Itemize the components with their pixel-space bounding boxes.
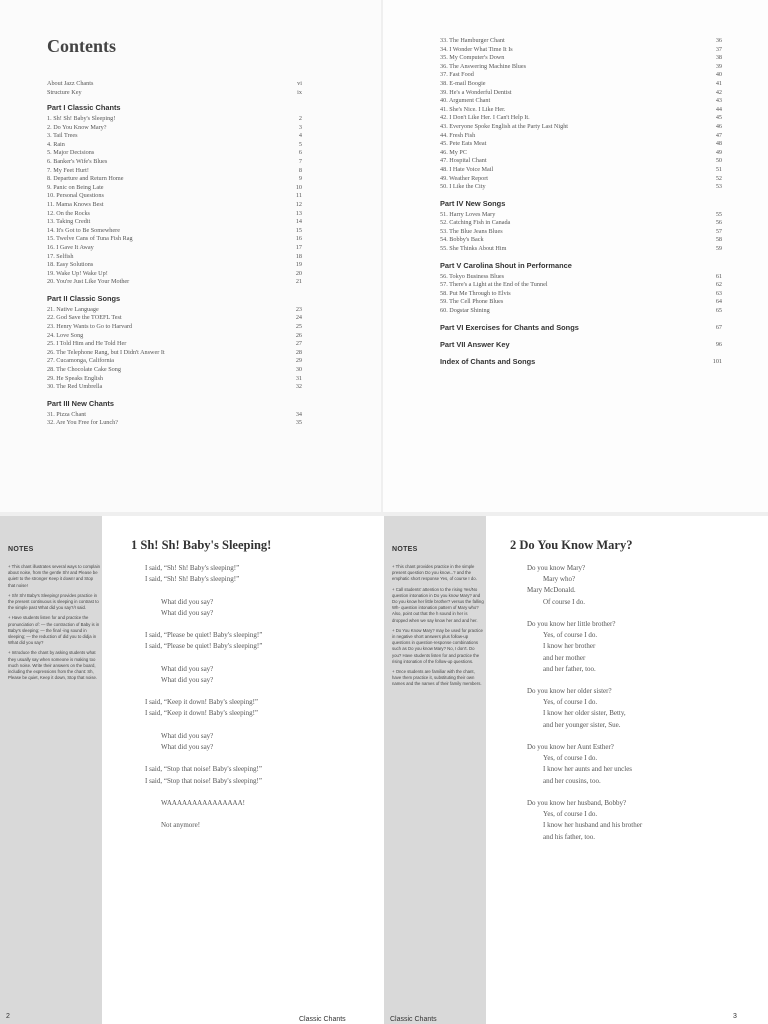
chant-line: Mary McDonald.: [527, 586, 576, 595]
stanza-break: [145, 809, 262, 820]
toc-entry: [47, 340, 302, 349]
toc-entry-page: 34: [295, 410, 302, 418]
toc-entry: [440, 228, 722, 237]
toc-entry-title: Structure Key: [47, 88, 82, 96]
toc-entry-title: 19. Wake Up! Wake Up!: [47, 269, 108, 277]
chant-line: What did you say?: [161, 675, 214, 684]
toc-entry-page: 27: [295, 340, 302, 348]
chant-line: I know her brother: [543, 642, 596, 651]
toc-entry: [47, 349, 302, 358]
toc-entry-title: 48. I Hate Voice Mail: [440, 165, 494, 173]
toc-entry-page: 51: [715, 165, 722, 173]
toc-entry-page: 23: [295, 305, 302, 313]
toc-entry-title: 16. I Gave It Away: [47, 243, 94, 251]
stanza-break: [145, 686, 262, 697]
toc-entry: [47, 261, 302, 270]
toc-entry: [440, 71, 722, 80]
toc-entry: [47, 323, 302, 332]
stanza-break: [145, 753, 262, 764]
toc-entry-page: 56: [715, 219, 722, 227]
running-footer: Classic Chants: [299, 1016, 346, 1023]
toc-entry-title: 6. Banker's Wife's Blues: [47, 157, 108, 165]
toc-entry: [47, 235, 302, 244]
toc-entry-title: 7. My Feet Hurt!: [47, 166, 89, 174]
stanza-break: [527, 675, 642, 686]
toc-entry: [47, 132, 302, 141]
toc-entry-title: 14. It's Got to Be Somewhere: [47, 226, 120, 234]
toc-entry-page: 11: [296, 192, 302, 200]
toc-entry: [440, 149, 722, 158]
chant-line: What did you say?: [161, 743, 214, 751]
toc-entry: [47, 192, 302, 201]
toc-entry-title: 11. Mama Knows Best: [47, 200, 104, 208]
toc-entry-title: 4. Rain: [47, 140, 65, 148]
chant-line: and her younger sister, Sue.: [543, 720, 621, 729]
toc-part-title: Part I Classic Chants: [47, 103, 121, 112]
chant-text: [145, 563, 262, 832]
chant-line: Do you know her Aunt Esther?: [527, 743, 614, 751]
chant-line: What did you say?: [161, 664, 214, 673]
notes-body: [8, 564, 100, 685]
toc-entry: [440, 63, 722, 72]
toc-entry: [440, 245, 722, 254]
note-paragraph: + This chant illustrates several ways to complain about noise, from the gentle Sh! and Please be quiet! to the stronger Keep it down! and Stop that noise!: [8, 564, 100, 588]
toc-entry-title: 45. Pete Eats Meat: [440, 140, 487, 148]
toc-entry: [47, 115, 302, 124]
toc-part-page: 96: [715, 340, 722, 348]
toc-entry-title: 36. The Answering Machine Blues: [440, 62, 526, 70]
toc-part-heading: [47, 399, 302, 408]
notes-title: NOTES: [8, 546, 34, 553]
chant-line: Do you know her husband, Bobby?: [527, 798, 627, 807]
toc-entry-title: 20. You're Just Like Your Mother: [47, 278, 130, 286]
toc-entry-title: 42. I Don't Like Her. I Can't Help It.: [440, 114, 530, 122]
note-paragraph: + Call students' attention to the rising Yes/No question intonation in Do you know Mary? and Do you know her little brother? versus the falling Wh- question intonation pattern of Mary who? Also, point out that the h sound in her is dropped when we say know her and and her.: [392, 586, 484, 623]
toc-entry: [440, 106, 722, 115]
chant-line: Yes, of course I do.: [543, 754, 598, 763]
toc-entry-title: 39. He's a Wonderful Dentist: [440, 88, 512, 96]
toc-entry-title: 12. On the Rocks: [47, 209, 90, 217]
toc-entry: [47, 201, 302, 210]
toc-entry-page: 43: [715, 97, 722, 105]
toc-entry-title: 54. Bobby's Back: [440, 236, 484, 244]
toc-entry-page: 8: [298, 166, 302, 174]
contents-page-left: [0, 0, 381, 512]
toc-entry-page: 48: [715, 140, 722, 148]
toc-entry-title: 1. Sh! Sh! Baby's Sleeping!: [47, 115, 116, 122]
chant-line: Yes, of course I do.: [543, 810, 598, 819]
toc-entry-page: 39: [715, 62, 722, 70]
chant-line: I said, “Stop that noise! Baby's sleeping!”: [145, 765, 262, 774]
toc-part-title: Part VI Exercises for Chants and Songs: [440, 322, 579, 332]
toc-entry-page: 37: [715, 45, 722, 53]
toc-entry-title: 25. I Told Him and He Told Her: [47, 340, 127, 348]
toc-entry-title: 60. Dogstar Shining: [440, 307, 490, 315]
toc-entry: [440, 281, 722, 290]
chant-line: and her father, too.: [543, 664, 596, 673]
toc-entry-title: 24. Love Song: [47, 331, 84, 339]
toc-entry-title: 43. Everyone Spoke English at the Party Last Night: [440, 122, 569, 130]
toc-entry: [47, 306, 302, 315]
toc-entry: [47, 149, 302, 158]
note-paragraph: + Have students listen for and practice the pronunciation of: — the contraction of Baby is in Baby's sleeping; — the final -ing sound in sleeping; — the reduction of did you to didja in What did you say?: [8, 615, 100, 646]
toc-entry-page: 59: [715, 245, 722, 253]
toc-part-title: Part IV New Songs: [440, 198, 506, 208]
toc-entry: [440, 219, 722, 228]
note-paragraph: + This chant provides practice in the simple present question Do you know...? and the emphatic short response Yes, of course I do.: [392, 564, 477, 582]
note-paragraph: + Do You Know Mary? may be used for practice in negative short answers plus follow-up questions in question-response combinations such as Do you know Mary? No, I don't. Do you? Have students listen for and practice the rising intonation of the follow-up questions.: [392, 627, 483, 664]
toc-part-heading: [440, 261, 722, 270]
toc-entry-title: 21. Native Language: [47, 305, 99, 313]
stanza-break: [527, 787, 642, 798]
toc-entry: [440, 97, 722, 106]
running-footer: Classic Chants: [390, 1016, 437, 1023]
toc-entry: [440, 273, 722, 282]
toc-entry-page: 15: [295, 226, 302, 234]
page-number: 2: [6, 1013, 10, 1020]
toc-entry-page: 24: [295, 314, 302, 322]
toc-entry-title: 5. Major Decisions: [47, 149, 95, 157]
toc-entry-title: 26. The Telephone Rang, but I Didn't Answer It: [47, 348, 165, 356]
toc-entry-page: 7: [298, 157, 302, 165]
toc-entry-page: 41: [715, 79, 722, 87]
toc-entry-title: 32. Are You Free for Lunch?: [47, 419, 118, 427]
toc-entry-page: 45: [715, 114, 722, 122]
toc-entry-title: 8. Departure and Return Home: [47, 175, 124, 183]
toc-entry-page: 40: [715, 71, 722, 79]
toc-entry: [47, 357, 302, 366]
toc-part-title: Part VII Answer Key: [440, 339, 510, 349]
toc-entry-page: 42: [715, 88, 722, 96]
chapter-title: 2 Do You Know Mary?: [510, 538, 633, 552]
toc-entry-page: ix: [297, 88, 302, 96]
chant-line: and his father, too.: [543, 832, 596, 841]
toc-entry-page: 38: [715, 54, 722, 62]
toc-entry: [440, 157, 722, 166]
toc-entry: [47, 184, 302, 193]
toc-entry-title: 3. Tail Trees: [47, 132, 78, 140]
toc-part-title: Part V Carolina Shout in Performance: [440, 260, 572, 270]
toc-part-heading: [440, 323, 722, 332]
chant-line: Yes, of course I do.: [543, 631, 598, 640]
toc-entry-page: 17: [295, 243, 302, 251]
toc-entry-title: 28. The Chocolate Cake Song: [47, 366, 121, 374]
toc-entry-page: 16: [295, 235, 302, 243]
toc-entry: [440, 114, 722, 123]
contents-title: Contents: [47, 36, 117, 56]
toc-entry-page: vi: [297, 80, 302, 87]
toc-entry-page: 36: [715, 37, 722, 44]
toc-entry-page: 61: [715, 272, 722, 280]
chant-line: Of course I do.: [543, 597, 585, 606]
chant-line: I said, “Please be quiet! Baby's sleeping!”: [145, 631, 263, 640]
stanza-break: [145, 720, 262, 731]
toc-entry-page: 2: [298, 115, 302, 122]
toc-entry: [47, 314, 302, 323]
toc-front-matter: [47, 80, 302, 97]
toc-entry-page: 35: [295, 419, 302, 427]
toc-entry: [47, 411, 302, 420]
toc-entry-title: 29. He Speaks English: [47, 374, 104, 382]
chant-text: [527, 563, 642, 843]
toc-part-title: Index of Chants and Songs: [440, 356, 536, 366]
toc-entry-title: 46. My PC: [440, 148, 467, 156]
toc-entry-title: 33. The Hamburger Chant: [440, 37, 505, 44]
chant-line: I said, “Please be quiet! Baby's sleeping!”: [145, 642, 263, 651]
toc-entry-page: 47: [715, 131, 722, 139]
chant-line: Do you know her older sister?: [527, 687, 612, 696]
toc-part-title: Part II Classic Songs: [47, 293, 121, 303]
toc-entry-page: 52: [715, 174, 722, 182]
toc-entry: [440, 307, 722, 316]
toc-entry-title: 58. Put Me Through to Elvis: [440, 289, 511, 297]
toc-entry-page: 64: [715, 298, 722, 306]
chant-line: and her mother: [543, 653, 586, 662]
toc-parts-left: [47, 103, 302, 428]
toc-part-page: 101: [712, 357, 722, 365]
toc-entry-title: 37. Fast Food: [440, 71, 474, 79]
toc-entry-title: 47. Hospital Chant: [440, 157, 487, 165]
toc-entry-page: 19: [295, 261, 302, 269]
toc-entry-title: 22. God Save the TOEFL Test: [47, 314, 122, 322]
page-number: 3: [733, 1013, 737, 1020]
toc-entry-page: 29: [295, 357, 302, 365]
stanza-break: [145, 653, 262, 664]
note-paragraph: + Once students are familiar with the chant, have them practice it, substituting their own names and the names of their family members.: [392, 669, 482, 687]
toc-entry-title: 10. Personal Questions: [47, 192, 104, 200]
toc-entry-title: 18. Easy Solutions: [47, 261, 94, 269]
toc-entry: [440, 290, 722, 299]
toc-entry-page: 5: [298, 140, 302, 148]
stanza-break: [145, 787, 262, 798]
toc-entry-title: 41. She's Nice. I Like Her.: [440, 105, 506, 113]
stanza-break: [145, 585, 262, 596]
toc-entry-page: 65: [715, 307, 722, 315]
chant-line: Yes, of course I do.: [543, 698, 598, 707]
toc-entry-page: 14: [295, 218, 302, 226]
toc-entry: [47, 80, 302, 89]
toc-entry: [47, 253, 302, 262]
toc-entry: [440, 123, 722, 132]
toc-entry: [47, 375, 302, 384]
toc-entry-page: 20: [295, 269, 302, 277]
toc-entry-title: About Jazz Chants: [47, 80, 94, 87]
toc-entry-page: 3: [298, 123, 302, 131]
toc-entry: [47, 124, 302, 133]
toc-entry-title: 23. Henry Wants to Go to Harvard: [47, 323, 133, 331]
toc-entry: [47, 278, 302, 287]
toc-entry-title: 27. Cucamonga, California: [47, 357, 115, 365]
toc-entry: [47, 218, 302, 227]
toc-part-heading: [440, 340, 722, 349]
chant-line: Mary who?: [543, 575, 576, 584]
toc-entry-page: 4: [298, 132, 302, 140]
toc-entry: [440, 80, 722, 89]
toc-entry: [440, 54, 722, 63]
toc-part-heading: [440, 357, 722, 366]
chant-line: and her cousins, too.: [543, 776, 601, 785]
toc-entry-title: 56. Tokyo Business Blues: [440, 272, 505, 280]
toc-entry-page: 55: [715, 210, 722, 218]
chant-line: What did you say?: [161, 731, 214, 740]
toc-entry-page: 10: [295, 183, 302, 191]
chant-line: What did you say?: [161, 597, 214, 606]
chant-line: Not anymore!: [161, 821, 201, 830]
toc-entry: [440, 37, 722, 46]
chant-line: I said, “Sh! Sh! Baby's sleeping!”: [145, 575, 240, 584]
toc-entry-title: 38. E-mail Boogie: [440, 79, 486, 87]
toc-entry: [440, 211, 722, 220]
toc-entry-title: 30. The Red Umbrella: [47, 383, 103, 391]
toc-part-heading: [440, 199, 722, 208]
toc-entry-title: 2. Do You Know Mary?: [47, 123, 107, 131]
toc-entry-title: 40. Argument Chant: [440, 97, 491, 105]
toc-entry-page: 46: [715, 122, 722, 130]
toc-entry-title: 49. Weather Report: [440, 174, 489, 182]
toc-entry: [47, 175, 302, 184]
toc-entry-title: 34. I Wonder What Time It Is: [440, 45, 513, 53]
toc-entry: [440, 236, 722, 245]
toc-part-heading: [47, 294, 302, 303]
toc-entry: [47, 89, 302, 98]
chant-line: I know her older sister, Betty,: [543, 709, 626, 718]
toc-entry-title: 9. Panic on Being Late: [47, 183, 104, 191]
toc-parts-right: [440, 37, 722, 374]
toc-entry-title: 52. Catching Fish in Canada: [440, 219, 511, 227]
toc-entry-page: 21: [295, 278, 302, 286]
toc-entry: [47, 270, 302, 279]
note-paragraph: + Sh! Sh! Baby's Sleeping! provides practice in the present continuous is sleeping in contrast to the simple past What did you say?/I said.: [8, 592, 99, 611]
chant-line: I know her aunts and her uncles: [543, 765, 633, 774]
toc-entry-page: 6: [298, 149, 302, 157]
toc-entry-page: 26: [295, 331, 302, 339]
notes-title: NOTES: [392, 546, 418, 553]
toc-entry-page: 31: [295, 374, 302, 382]
toc-entry-title: 15. Twelve Cans of Tuna Fish Rag: [47, 235, 133, 243]
toc-part-heading: [47, 103, 302, 112]
stanza-break: [527, 608, 642, 619]
toc-entry-page: 49: [715, 148, 722, 156]
toc-entry: [47, 210, 302, 219]
chant-page-2: [0, 516, 384, 1024]
toc-entry: [47, 383, 302, 392]
chant-line: I said, “Keep it down! Baby's sleeping!”: [145, 698, 259, 707]
toc-part-page: 67: [715, 323, 722, 331]
note-paragraph: + Introduce the chant by asking students what they usually say when someone is making too much noise. Write their answers on the board, including the expressions from the chant: Sh, Please be quiet, Keep it down, Stop that noise.: [8, 650, 98, 681]
toc-entry: [47, 158, 302, 167]
toc-entry-title: 13. Taking Credit: [47, 218, 91, 226]
toc-entry: [47, 244, 302, 253]
toc-entry-page: 53: [715, 183, 722, 191]
chant-line: Do you know her little brother?: [527, 619, 616, 628]
toc-entry: [440, 175, 722, 184]
toc-entry: [440, 140, 722, 149]
chant-line: I know her husband and his brother: [543, 821, 643, 830]
toc-entry: [440, 89, 722, 98]
toc-entry: [440, 132, 722, 141]
toc-entry: [47, 227, 302, 236]
chant-line: What did you say?: [161, 608, 214, 617]
toc-entry-page: 50: [715, 157, 722, 165]
chant-line: I said, “Stop that noise! Baby's sleeping!”: [145, 776, 262, 785]
toc-entry: [47, 141, 302, 150]
toc-entry-page: 9: [298, 175, 302, 183]
toc-entry: [47, 419, 302, 428]
chant-line: WAAAAAAAAAAAAAAA!: [161, 798, 245, 807]
toc-entry-title: 55. She Thinks About Him: [440, 245, 507, 253]
toc-entry-page: 25: [295, 323, 302, 331]
toc-entry-page: 44: [715, 105, 722, 113]
toc-entry: [47, 366, 302, 375]
toc-entry-page: 57: [715, 227, 722, 235]
toc-entry-page: 18: [295, 252, 302, 260]
notes-body: [392, 564, 484, 692]
toc-part-title: Part III New Chants: [47, 398, 114, 408]
toc-entry-title: 50. I Like the City: [440, 183, 486, 191]
contents-page-right: [383, 0, 768, 512]
toc-entry-title: 44. Fresh Fish: [440, 131, 476, 139]
toc-entry-page: 12: [295, 200, 302, 208]
toc-entry-title: 59. The Cell Phone Blues: [440, 298, 504, 306]
toc-entry: [47, 332, 302, 341]
toc-entry: [47, 167, 302, 176]
toc-entry-title: 35. My Computer's Down: [440, 54, 505, 62]
toc-entry-page: 13: [295, 209, 302, 217]
stanza-break: [527, 731, 642, 742]
toc-entry-page: 63: [715, 289, 722, 297]
chant-line: I said, “Sh! Sh! Baby's sleeping!”: [145, 564, 240, 572]
chant-page-3: [384, 516, 768, 1024]
toc-entry: [440, 46, 722, 55]
toc-entry-page: 58: [715, 236, 722, 244]
toc-entry-title: 53. The Blue Jeans Blues: [440, 227, 503, 235]
toc-entry-title: 57. There's a Light at the End of the Tunnel: [440, 281, 548, 289]
toc-entry: [440, 166, 722, 175]
toc-entry-title: 51. Harry Loves Mary: [440, 210, 496, 218]
stanza-break: [145, 619, 262, 630]
toc-entry-page: 62: [715, 281, 722, 289]
chapter-title: 1 Sh! Sh! Baby's Sleeping!: [131, 538, 272, 552]
toc-entry: [440, 298, 722, 307]
toc-entry-title: 31. Pizza Chant: [47, 410, 87, 418]
chant-line: Do you know Mary?: [527, 564, 586, 572]
toc-entry-page: 32: [295, 383, 302, 391]
chant-line: I said, “Keep it down! Baby's sleeping!”: [145, 709, 259, 718]
toc-entry-page: 28: [295, 348, 302, 356]
toc-entry-title: 17. Selfish: [47, 252, 74, 260]
toc-entry-page: 30: [295, 366, 302, 374]
toc-entry: [440, 183, 722, 192]
